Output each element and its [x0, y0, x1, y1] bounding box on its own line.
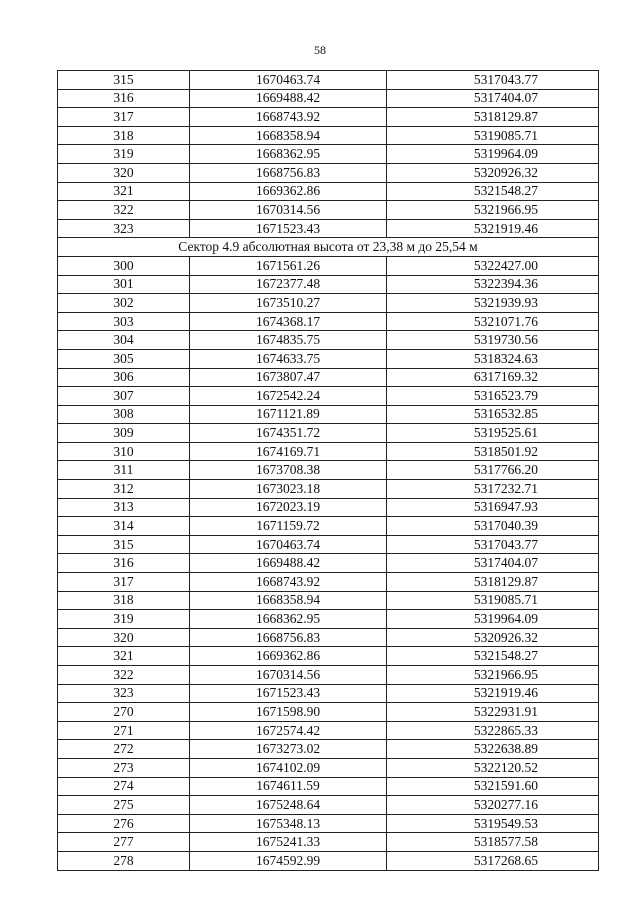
- point-number-cell: 312: [58, 480, 190, 499]
- y-coordinate-cell: 5317404.07: [387, 89, 599, 108]
- point-number-cell: 278: [58, 851, 190, 870]
- table-row: [58, 163, 599, 182]
- x-coordinate-cell: 1670314.56: [190, 666, 387, 685]
- table-row: [58, 498, 599, 517]
- x-coordinate-cell: 1672023.19: [190, 498, 387, 517]
- point-number-cell: 318: [58, 591, 190, 610]
- y-coordinate-cell: 5317268.65: [387, 851, 599, 870]
- x-coordinate-cell: 1668743.92: [190, 108, 387, 127]
- page-number: 58: [314, 43, 326, 57]
- x-coordinate-cell: 1673510.27: [190, 294, 387, 313]
- table-row: [58, 71, 599, 90]
- x-coordinate-cell: 1668756.83: [190, 163, 387, 182]
- point-number-cell: 319: [58, 610, 190, 629]
- table-row: [58, 294, 599, 313]
- point-number-cell: 305: [58, 349, 190, 368]
- point-number-cell: 323: [58, 219, 190, 238]
- table-row: [58, 684, 599, 703]
- table-row: [58, 721, 599, 740]
- y-coordinate-cell: 5318324.63: [387, 349, 599, 368]
- x-coordinate-cell: 1673708.38: [190, 461, 387, 480]
- y-coordinate-cell: 5321548.27: [387, 182, 599, 201]
- point-number-cell: 318: [58, 126, 190, 145]
- x-coordinate-cell: 1673273.02: [190, 740, 387, 759]
- y-coordinate-cell: 5322394.36: [387, 275, 599, 294]
- x-coordinate-cell: 1672574.42: [190, 721, 387, 740]
- x-coordinate-cell: 1669488.42: [190, 89, 387, 108]
- y-coordinate-cell: 5321939.93: [387, 294, 599, 313]
- x-coordinate-cell: 1670463.74: [190, 71, 387, 90]
- table-row: [58, 814, 599, 833]
- y-coordinate-cell: 5321919.46: [387, 684, 599, 703]
- table-row: [58, 517, 599, 536]
- x-coordinate-cell: 1669362.86: [190, 182, 387, 201]
- table-row: [58, 591, 599, 610]
- point-number-cell: 320: [58, 163, 190, 182]
- point-number-cell: 273: [58, 758, 190, 777]
- y-coordinate-cell: 5321919.46: [387, 219, 599, 238]
- point-number-cell: 304: [58, 331, 190, 350]
- y-coordinate-cell: 5322120.52: [387, 758, 599, 777]
- point-number-cell: 309: [58, 424, 190, 443]
- y-coordinate-cell: 5322931.91: [387, 703, 599, 722]
- y-coordinate-cell: 5316532.85: [387, 405, 599, 424]
- table-row: [58, 666, 599, 685]
- table-row: [58, 201, 599, 220]
- y-coordinate-cell: 5316523.79: [387, 387, 599, 406]
- table-row: [58, 610, 599, 629]
- y-coordinate-cell: 6317169.32: [387, 368, 599, 387]
- point-number-cell: 310: [58, 442, 190, 461]
- sector-heading-section: [58, 238, 599, 257]
- sector-heading-row: [58, 238, 599, 257]
- x-coordinate-cell: 1674611.59: [190, 777, 387, 796]
- point-number-cell: 321: [58, 182, 190, 201]
- x-coordinate-cell: 1675348.13: [190, 814, 387, 833]
- table-row: [58, 145, 599, 164]
- x-coordinate-cell: 1674835.75: [190, 331, 387, 350]
- table-row: [58, 703, 599, 722]
- table-row: [58, 851, 599, 870]
- y-coordinate-cell: 5317404.07: [387, 554, 599, 573]
- point-number-cell: 307: [58, 387, 190, 406]
- x-coordinate-cell: 1672377.48: [190, 275, 387, 294]
- table-row: [58, 833, 599, 852]
- x-coordinate-cell: 1668358.94: [190, 126, 387, 145]
- point-number-cell: 277: [58, 833, 190, 852]
- x-coordinate-cell: 1674368.17: [190, 312, 387, 331]
- table-row: [58, 126, 599, 145]
- x-coordinate-cell: 1668743.92: [190, 573, 387, 592]
- y-coordinate-cell: 5318577.58: [387, 833, 599, 852]
- point-number-cell: 301: [58, 275, 190, 294]
- point-number-cell: 314: [58, 517, 190, 536]
- x-coordinate-cell: 1674102.09: [190, 758, 387, 777]
- coordinates-table: [57, 70, 599, 871]
- y-coordinate-cell: 5317043.77: [387, 71, 599, 90]
- x-coordinate-cell: 1674633.75: [190, 349, 387, 368]
- y-coordinate-cell: 5318129.87: [387, 573, 599, 592]
- point-number-cell: 272: [58, 740, 190, 759]
- table-row: [58, 89, 599, 108]
- point-number-cell: 306: [58, 368, 190, 387]
- y-coordinate-cell: 5317043.77: [387, 535, 599, 554]
- y-coordinate-cell: 5317040.39: [387, 517, 599, 536]
- point-number-cell: 322: [58, 201, 190, 220]
- y-coordinate-cell: 5319730.56: [387, 331, 599, 350]
- sector-heading: Сектор 4.9 абсолютная высота от 23,38 м до 25,54 м: [58, 238, 599, 257]
- table-row: [58, 461, 599, 480]
- point-number-cell: 300: [58, 256, 190, 275]
- y-coordinate-cell: 5317766.20: [387, 461, 599, 480]
- table-row: [58, 349, 599, 368]
- point-number-cell: 275: [58, 796, 190, 815]
- coordinates-table-body-top: [58, 71, 599, 238]
- y-coordinate-cell: 5319964.09: [387, 610, 599, 629]
- x-coordinate-cell: 1674592.99: [190, 851, 387, 870]
- x-coordinate-cell: 1674169.71: [190, 442, 387, 461]
- point-number-cell: 321: [58, 647, 190, 666]
- x-coordinate-cell: 1668362.95: [190, 145, 387, 164]
- table-row: [58, 758, 599, 777]
- x-coordinate-cell: 1668756.83: [190, 628, 387, 647]
- x-coordinate-cell: 1671121.89: [190, 405, 387, 424]
- table-row: [58, 275, 599, 294]
- x-coordinate-cell: 1671598.90: [190, 703, 387, 722]
- y-coordinate-cell: 5322638.89: [387, 740, 599, 759]
- table-row: [58, 740, 599, 759]
- y-coordinate-cell: 5320926.32: [387, 163, 599, 182]
- x-coordinate-cell: 1673023.18: [190, 480, 387, 499]
- table-row: [58, 535, 599, 554]
- y-coordinate-cell: 5319525.61: [387, 424, 599, 443]
- x-coordinate-cell: 1671561.26: [190, 256, 387, 275]
- coordinates-table-body-bottom: [58, 256, 599, 870]
- table-row: [58, 796, 599, 815]
- point-number-cell: 270: [58, 703, 190, 722]
- y-coordinate-cell: 5319964.09: [387, 145, 599, 164]
- table-row: [58, 331, 599, 350]
- table-row: [58, 368, 599, 387]
- x-coordinate-cell: 1673807.47: [190, 368, 387, 387]
- y-coordinate-cell: 5319085.71: [387, 126, 599, 145]
- table-row: [58, 108, 599, 127]
- point-number-cell: 316: [58, 554, 190, 573]
- point-number-cell: 276: [58, 814, 190, 833]
- point-number-cell: 322: [58, 666, 190, 685]
- x-coordinate-cell: 1671523.43: [190, 684, 387, 703]
- x-coordinate-cell: 1675248.64: [190, 796, 387, 815]
- x-coordinate-cell: 1669362.86: [190, 647, 387, 666]
- table-row: [58, 387, 599, 406]
- y-coordinate-cell: 5321966.95: [387, 666, 599, 685]
- table-row: [58, 219, 599, 238]
- y-coordinate-cell: 5319549.53: [387, 814, 599, 833]
- table-row: [58, 442, 599, 461]
- y-coordinate-cell: 5321591.60: [387, 777, 599, 796]
- x-coordinate-cell: 1669488.42: [190, 554, 387, 573]
- point-number-cell: 317: [58, 108, 190, 127]
- x-coordinate-cell: 1671159.72: [190, 517, 387, 536]
- y-coordinate-cell: 5322427.00: [387, 256, 599, 275]
- y-coordinate-cell: 5321548.27: [387, 647, 599, 666]
- x-coordinate-cell: 1674351.72: [190, 424, 387, 443]
- point-number-cell: 317: [58, 573, 190, 592]
- point-number-cell: 323: [58, 684, 190, 703]
- table-row: [58, 256, 599, 275]
- point-number-cell: 313: [58, 498, 190, 517]
- y-coordinate-cell: 5321966.95: [387, 201, 599, 220]
- point-number-cell: 271: [58, 721, 190, 740]
- point-number-cell: 319: [58, 145, 190, 164]
- y-coordinate-cell: 5320277.16: [387, 796, 599, 815]
- point-number-cell: 315: [58, 535, 190, 554]
- table-row: [58, 480, 599, 499]
- y-coordinate-cell: 5319085.71: [387, 591, 599, 610]
- y-coordinate-cell: 5318501.92: [387, 442, 599, 461]
- x-coordinate-cell: 1668362.95: [190, 610, 387, 629]
- point-number-cell: 320: [58, 628, 190, 647]
- y-coordinate-cell: 5321071.76: [387, 312, 599, 331]
- point-number-cell: 315: [58, 71, 190, 90]
- point-number-cell: 274: [58, 777, 190, 796]
- table-row: [58, 573, 599, 592]
- point-number-cell: 316: [58, 89, 190, 108]
- x-coordinate-cell: 1671523.43: [190, 219, 387, 238]
- table-row: [58, 312, 599, 331]
- y-coordinate-cell: 5316947.93: [387, 498, 599, 517]
- x-coordinate-cell: 1668358.94: [190, 591, 387, 610]
- y-coordinate-cell: 5318129.87: [387, 108, 599, 127]
- x-coordinate-cell: 1670463.74: [190, 535, 387, 554]
- point-number-cell: 308: [58, 405, 190, 424]
- point-number-cell: 311: [58, 461, 190, 480]
- table-row: [58, 182, 599, 201]
- point-number-cell: 303: [58, 312, 190, 331]
- y-coordinate-cell: 5320926.32: [387, 628, 599, 647]
- table-row: [58, 777, 599, 796]
- y-coordinate-cell: 5322865.33: [387, 721, 599, 740]
- x-coordinate-cell: 1672542.24: [190, 387, 387, 406]
- table-row: [58, 554, 599, 573]
- table-row: [58, 424, 599, 443]
- table-row: [58, 647, 599, 666]
- point-number-cell: 302: [58, 294, 190, 313]
- table-row: [58, 628, 599, 647]
- table-row: [58, 405, 599, 424]
- y-coordinate-cell: 5317232.71: [387, 480, 599, 499]
- x-coordinate-cell: 1670314.56: [190, 201, 387, 220]
- x-coordinate-cell: 1675241.33: [190, 833, 387, 852]
